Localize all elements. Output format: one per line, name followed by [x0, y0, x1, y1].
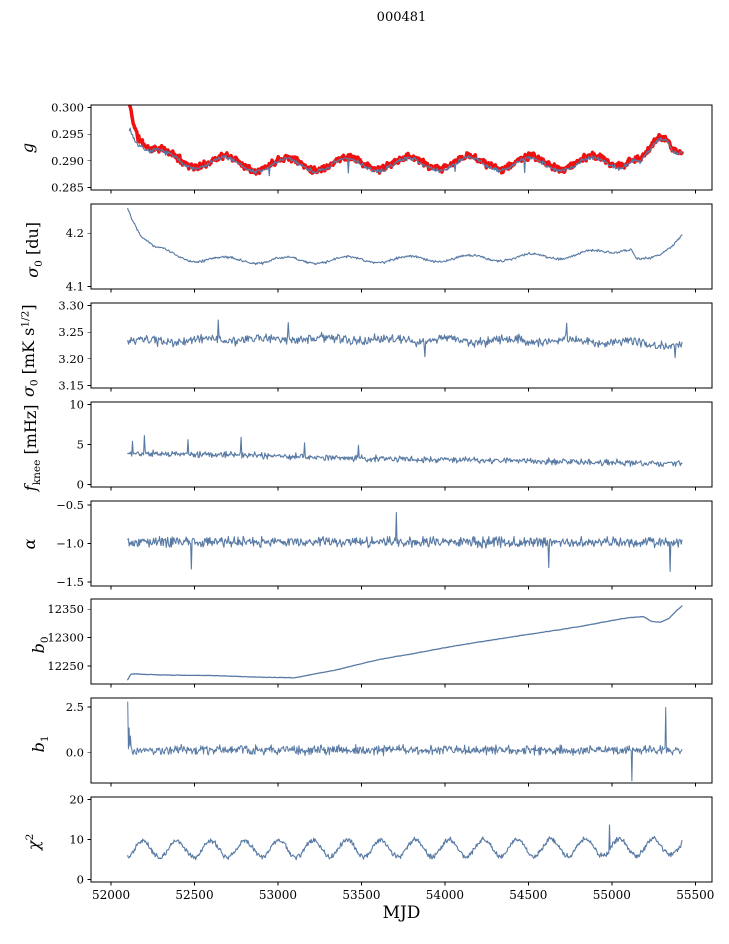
y-axis-label-segment: 1/2: [19, 310, 32, 328]
y-tick-label: 0.0: [65, 745, 84, 760]
y-axis-label-segment: b: [29, 642, 49, 653]
y-axis-label-segment: b: [29, 741, 49, 752]
y-axis-label-segment: 0: [32, 259, 45, 267]
y-tick-label: 5: [76, 437, 84, 452]
y-axis-label-segment: knee: [30, 459, 43, 485]
y-axis-label-segment: α: [20, 538, 39, 549]
y-axis-label-segment: [mHz]: [21, 403, 41, 460]
panel-frame: [91, 599, 712, 684]
y-tick-label: −0.5: [56, 497, 84, 512]
panel-alpha: [56, 498, 712, 590]
y-tick-label: 20: [69, 792, 84, 807]
y-axis-label-chi2: [19, 731, 45, 944]
y-tick-label: 0.300: [51, 100, 84, 115]
panel-frame: [91, 698, 712, 783]
panel-sigma0-du: [66, 204, 712, 293]
panel-frame: [91, 204, 712, 289]
y-tick-label: 3.30: [58, 298, 84, 313]
y-axis-label-segment: ]: [19, 303, 39, 311]
panel-b1: [66, 698, 712, 787]
figure-title: 000481: [376, 10, 427, 25]
y-tick-label: 3.25: [58, 325, 84, 340]
y-axis-label-segment: 0: [38, 635, 51, 643]
y-tick-label: 4.2: [65, 226, 84, 241]
y-tick-label: 2.5: [65, 700, 84, 715]
x-axis-label: MJD: [382, 903, 421, 923]
y-axis-label-segment: f: [21, 484, 41, 491]
y-axis-label-segment: χ: [23, 839, 43, 850]
y-tick-label: 3.20: [58, 351, 84, 366]
series-sigma0-du: [128, 208, 682, 264]
panel-f-knee: [69, 397, 712, 491]
y-axis-label-segment: 0: [28, 378, 41, 386]
series-f-knee: [128, 436, 682, 467]
y-tick-label: −1.0: [56, 536, 84, 551]
series-g-smoothed-blue: [129, 128, 682, 175]
x-tick-label: 55000: [592, 888, 631, 902]
panel-b0: [47, 599, 712, 688]
panel-frame: [91, 402, 712, 487]
y-axis-label-segment: σ: [19, 385, 39, 397]
series-sigma0-mk: [128, 320, 682, 358]
series-alpha: [128, 513, 682, 572]
y-axis-label-segment: [du]: [23, 221, 43, 260]
series-chi2: [128, 825, 682, 860]
y-tick-label: 3.15: [58, 378, 84, 393]
y-tick-label: 0: [76, 872, 84, 887]
panel-sigma0-mk: [58, 299, 712, 393]
panel-frame: [91, 303, 712, 388]
y-tick-label: 0.285: [51, 180, 84, 195]
x-tick-label: 53000: [258, 888, 298, 902]
y-tick-label: 0: [76, 477, 84, 492]
y-axis-label-segment: σ: [23, 266, 43, 278]
x-tick-label: 55500: [676, 888, 715, 902]
x-tick-label: 52500: [175, 888, 214, 902]
x-tick-label: 52000: [91, 888, 131, 902]
x-tick-label: 53500: [342, 888, 381, 902]
y-axis-label-segment: 1: [38, 734, 51, 742]
x-tick-label: 54500: [509, 888, 548, 902]
y-tick-label: 10: [69, 832, 84, 847]
y-tick-label: 0.295: [51, 127, 84, 142]
y-axis-label-segment: g: [18, 142, 37, 153]
y-tick-label: 12300: [47, 630, 84, 645]
y-tick-label: 10: [69, 397, 84, 412]
panel-g: [51, 91, 712, 194]
panel-frame: [91, 501, 712, 586]
y-tick-label: 12250: [47, 658, 84, 673]
y-tick-label: −1.5: [56, 575, 84, 590]
y-axis-label-segment: [mK s: [19, 327, 39, 379]
y-axis-label-segment: 2: [24, 833, 37, 840]
series-b1: [128, 702, 682, 781]
series-b0: [128, 606, 682, 680]
panel-chi2: [69, 792, 714, 902]
y-tick-label: 12350: [47, 602, 84, 617]
y-tick-label: 0.290: [51, 153, 84, 168]
y-tick-label: 4.1: [65, 279, 84, 294]
panel-frame: [91, 105, 712, 190]
x-tick-label: 54000: [425, 888, 464, 902]
